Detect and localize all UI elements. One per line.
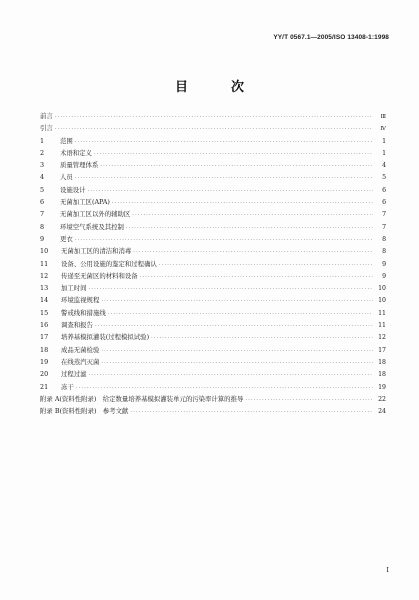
toc-entry[interactable] — [40, 368, 386, 380]
toc-entry-page: 18 — [378, 358, 386, 366]
toc-entry-title: 环境空气系统及其控制 — [60, 222, 124, 231]
toc-entry-page: 18 — [378, 371, 386, 379]
toc-leader-dots — [94, 148, 373, 160]
toc-entry-title: 质量管理体系 — [60, 161, 99, 170]
toc-entry-page: 1 — [382, 137, 386, 145]
toc-leader-dots — [245, 394, 373, 406]
toc-entry-title: 人员 — [60, 173, 73, 182]
toc-leader-dots — [100, 160, 373, 172]
toc-entry[interactable] — [40, 319, 386, 331]
toc-entry-page: 4 — [382, 162, 386, 170]
toc-entry-number: 10 — [40, 247, 49, 256]
toc-entry[interactable] — [40, 122, 386, 134]
toc-entry-number: 1 — [40, 136, 45, 145]
document-code: YY/T 0567.1—2005/ISO 13408-1:1998 — [273, 34, 389, 41]
toc-entry[interactable] — [40, 344, 386, 356]
toc-leader-dots — [140, 271, 373, 283]
toc-entry-title: 引言 — [40, 124, 53, 133]
toc-entry-title: 设备、公用设施的鉴定和过程确认 — [61, 259, 157, 268]
toc-entry[interactable] — [40, 294, 386, 306]
toc-entry-title: 传递至无菌区的材料和设备 — [61, 271, 138, 280]
toc-entry-number: 16 — [40, 321, 49, 330]
toc-entry-page: 10 — [378, 297, 386, 305]
toc-entry-number: 4 — [40, 173, 45, 182]
toc-entry-title: 更衣 — [60, 234, 73, 243]
toc-entry[interactable] — [40, 184, 386, 196]
toc-entry-title: 过程过滤 — [61, 370, 87, 379]
toc-leader-dots — [55, 111, 373, 123]
toc-entry[interactable] — [40, 233, 386, 245]
toc-entry-number: 21 — [40, 382, 49, 391]
toc-leader-dots — [75, 136, 373, 148]
toc-entry-title: 在线蒸汽灭菌 — [61, 357, 100, 366]
toc-leader-dots — [89, 369, 373, 381]
toc-entry-page: 6 — [382, 199, 386, 207]
toc-entry[interactable] — [40, 245, 386, 257]
toc-entry-page: 8 — [382, 235, 386, 243]
toc-entry-title: 术语和定义 — [60, 148, 92, 157]
toc-entry-number: 6 — [40, 198, 45, 207]
toc-entry-title: 警戒线和措施线 — [61, 308, 106, 317]
toc-entry-page: 8 — [382, 248, 386, 256]
toc-entry-page: 7 — [382, 211, 386, 219]
toc-entry-title: 环境监视规程 — [61, 296, 100, 305]
toc-leader-dots — [133, 246, 373, 258]
toc-entry-title: 调查和报告 — [61, 321, 93, 330]
toc-leader-dots — [101, 357, 373, 369]
toc-entry-title: 无菌加工区(APA) — [60, 198, 110, 207]
page-number: I — [386, 566, 389, 574]
toc-leader-dots — [159, 259, 373, 271]
toc-entry-number: 11 — [40, 259, 49, 268]
toc-entry-number: 14 — [40, 296, 49, 305]
toc-leader-dots — [55, 123, 373, 135]
toc-list — [40, 110, 386, 417]
toc-leader-dots — [89, 283, 373, 295]
toc-entry-number: 2 — [40, 148, 45, 157]
toc-title: 目 次 — [174, 80, 259, 95]
toc-entry[interactable] — [40, 147, 386, 159]
toc-entry-page: Ⅲ — [380, 114, 386, 120]
toc-leader-dots — [132, 209, 373, 221]
toc-entry[interactable] — [40, 270, 386, 282]
toc-leader-dots — [151, 332, 373, 344]
toc-leader-dots — [101, 345, 373, 357]
toc-entry-page: 9 — [382, 272, 386, 280]
toc-entry[interactable] — [40, 405, 386, 417]
toc-entry-page: 1 — [382, 149, 386, 157]
toc-entry[interactable] — [40, 282, 386, 294]
toc-entry[interactable] — [40, 208, 386, 220]
toc-entry-page: 10 — [378, 285, 386, 293]
toc-entry-number: 17 — [40, 333, 49, 342]
toc-entry[interactable] — [40, 307, 386, 319]
toc-entry[interactable] — [40, 258, 386, 270]
toc-entry[interactable] — [40, 221, 386, 233]
toc-entry-title: 无菌加工区以外的辅助区 — [60, 210, 131, 219]
toc-entry-page: 9 — [382, 260, 386, 268]
toc-entry[interactable] — [40, 196, 386, 208]
toc-entry-title: 冻干 — [61, 382, 74, 391]
toc-entry-number: 20 — [40, 370, 49, 379]
toc-entry-page: 5 — [382, 174, 386, 182]
toc-entry[interactable] — [40, 356, 386, 368]
toc-leader-dots — [101, 295, 373, 307]
toc-entry[interactable] — [40, 159, 386, 171]
toc-entry-number: 18 — [40, 345, 49, 354]
toc-entry[interactable] — [40, 135, 386, 147]
toc-entry-number: 7 — [40, 210, 45, 219]
toc-entry-title: 范围 — [60, 136, 73, 145]
toc-leader-dots — [126, 222, 373, 234]
toc-entry-title: 成品无菌检验 — [61, 345, 100, 354]
toc-entry[interactable] — [40, 393, 386, 405]
toc-leader-dots — [88, 185, 373, 197]
toc-entry-title: 无菌加工区的清洁和消毒 — [61, 247, 132, 256]
toc-entry-page: Ⅳ — [380, 126, 386, 133]
toc-entry-page: 19 — [378, 383, 386, 391]
toc-entry-title: 附录 B(资料性附录) 参考文献 — [40, 407, 129, 416]
toc-entry[interactable] — [40, 381, 386, 393]
toc-entry[interactable] — [40, 110, 386, 122]
toc-entry-number: 19 — [40, 357, 49, 366]
toc-entry[interactable] — [40, 331, 386, 343]
toc-entry-page: 6 — [382, 186, 386, 194]
toc-entry-page: 12 — [378, 334, 386, 342]
toc-entry-page: 11 — [378, 309, 386, 317]
toc-entry-title: 培养基模拟灌装(过程模拟试验) — [61, 333, 150, 342]
toc-entry-number: 3 — [40, 161, 45, 170]
toc-entry-title: 附录 A(资料性附录) 给定数量培养基模拟灌装单元的污染率计算的推导 — [40, 394, 244, 403]
toc-entry-title: 前言 — [40, 112, 53, 120]
toc-entry-page: 17 — [378, 346, 386, 354]
toc-entry-title: 加工时间 — [61, 284, 87, 293]
toc-entry-number: 12 — [40, 271, 49, 280]
toc-leader-dots — [75, 172, 373, 184]
toc-entry-number: 15 — [40, 308, 49, 317]
toc-leader-dots — [108, 308, 373, 320]
toc-entry-number: 5 — [40, 185, 45, 194]
toc-entry-page: 7 — [382, 223, 386, 231]
toc-entry-page: 11 — [378, 322, 386, 330]
toc-entry-number: 9 — [40, 234, 45, 243]
toc-leader-dots — [130, 406, 373, 418]
toc-leader-dots — [112, 197, 373, 209]
toc-entry-number: 8 — [40, 222, 45, 231]
toc-entry-title: 设施设计 — [60, 185, 86, 194]
toc-entry-page: 24 — [378, 408, 386, 416]
toc-entry[interactable] — [40, 171, 386, 183]
toc-entry-page: 22 — [378, 395, 386, 403]
toc-entry-number: 13 — [40, 284, 49, 293]
